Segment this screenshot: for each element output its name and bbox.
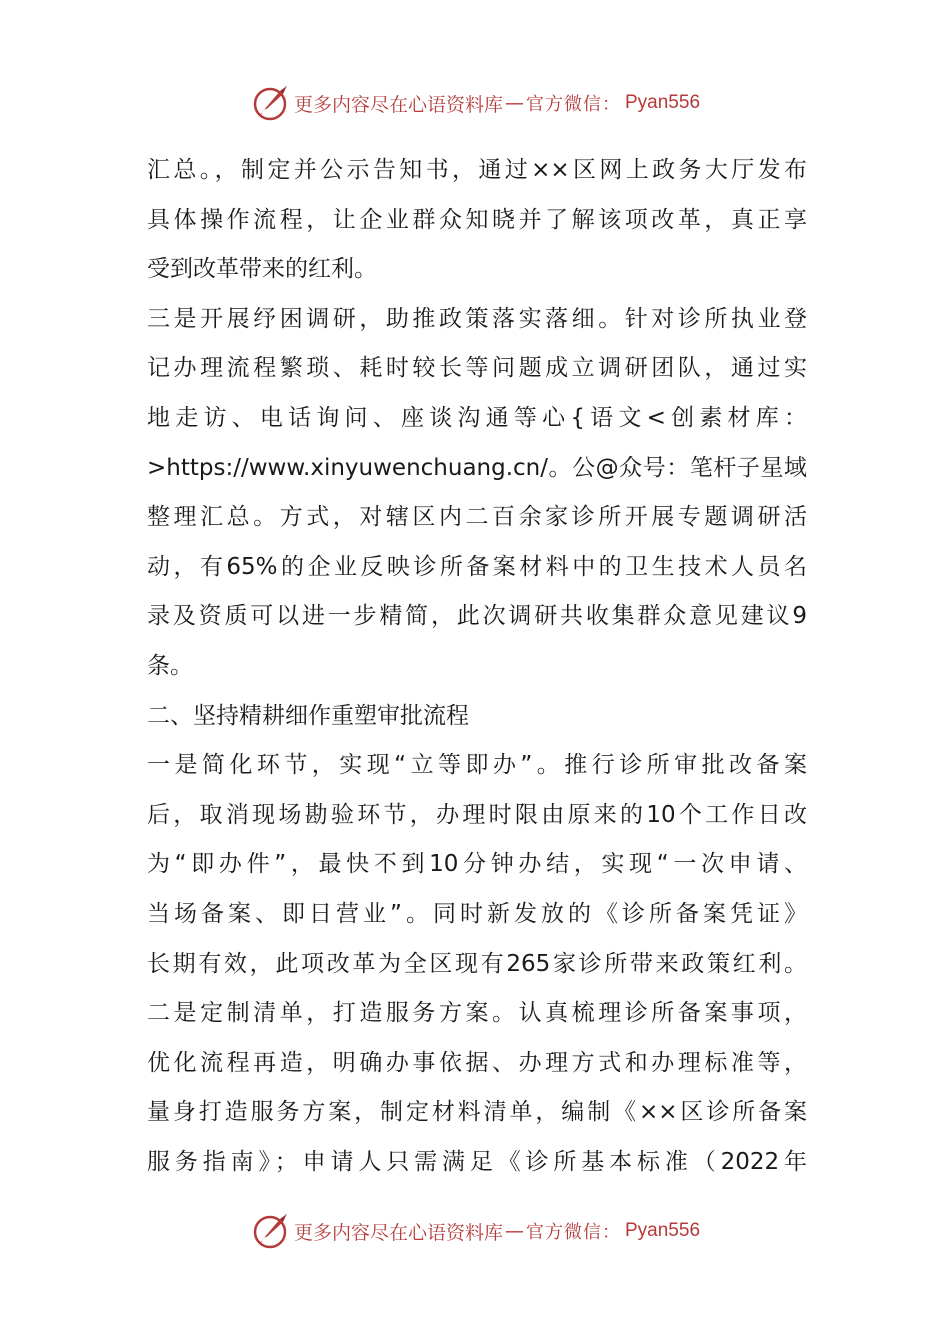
header-separator: —: [505, 92, 524, 114]
body-line: 地走访、电话询问、座谈沟通等心{语文<创素材库：: [147, 404, 807, 431]
body-line: 长期有效，此项改革为全区现有265家诊所带来政策红利。: [147, 950, 807, 977]
document-body: [147, 146, 807, 1187]
footer-site-name: 更多内容尽在心语资料库: [293, 1221, 503, 1244]
body-line: 条。: [147, 652, 193, 679]
body-line: 后，取消现场勘验环节，办理时限由原来的10个工作日改: [147, 801, 807, 828]
body-line: 优化流程再造，明确办事依据、办理方式和办理标准等，: [147, 1049, 807, 1076]
body-line: 三是开展纾困调研，助推政策落实落细。针对诊所执业登: [147, 305, 807, 332]
footer-banner: [0, 1209, 950, 1253]
body-line: 一是简化环节，实现“立等即办”。推行诊所审批改备案: [147, 752, 807, 779]
body-line: 量身打造服务方案，制定材料清单，编制《××区诊所备案: [147, 1099, 807, 1126]
body-line: 为“即办件”，最快不到10分钟办结，实现“一次申请、: [147, 851, 807, 878]
body-line: 服务指南》；申请人只需满足《诊所基本标准（2022年: [147, 1148, 807, 1175]
footer-contact-id: Pyan556: [625, 1220, 701, 1241]
header-banner: [0, 81, 950, 125]
body-line: 记办理流程繁琐、耗时较长等问题成立调研团队，通过实: [147, 355, 807, 382]
body-line: 汇总。，制定并公示告知书，通过××区网上政务大厅发布: [147, 157, 807, 183]
body-line: 当场备案、即日营业”。同时新发放的《诊所备案凭证》: [147, 900, 807, 927]
footer-separator: —: [505, 1220, 524, 1242]
body-line: >https://www.xinyuwenchuang.cn/。公@众号：笔杆子星域: [147, 454, 807, 481]
body-line: 整理汇总。方式，对辖区内二百余家诊所开展专题调研活: [147, 504, 807, 531]
quill-logo-icon: [250, 83, 290, 123]
quill-logo-icon: [250, 1211, 290, 1251]
section-heading: 二、坚持精耕细作重塑审批流程: [147, 702, 469, 729]
body-line: 动，有65%的企业反映诊所备案材料中的卫生技术人员名: [147, 553, 807, 580]
body-line: 二是定制清单，打造服务方案。认真梳理诊所备案事项，: [147, 1000, 807, 1027]
header-site-name: 更多内容尽在心语资料库: [293, 93, 503, 116]
header-contact-id: Pyan556: [625, 92, 701, 113]
body-line: 受到改革带来的红利。: [147, 256, 377, 283]
body-line: 录及资质可以进一步精简，此次调研共收集群众意见建议9: [147, 603, 807, 630]
header-contact-label: 官方微信：: [526, 94, 621, 115]
footer-contact-label: 官方微信：: [526, 1222, 621, 1243]
body-line: 具体操作流程，让企业群众知晓并了解该项改革，真正享: [147, 206, 807, 233]
